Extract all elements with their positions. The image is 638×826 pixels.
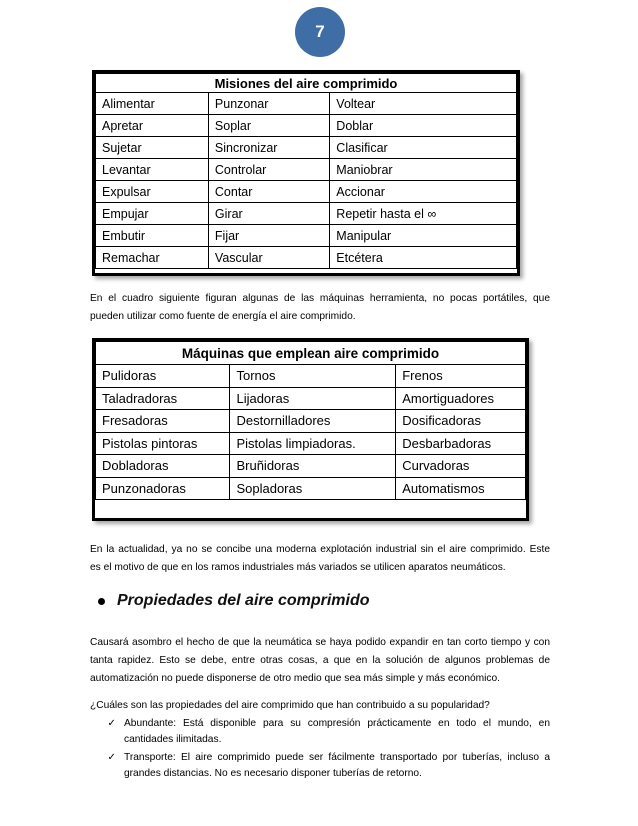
table-cell: Alimentar — [96, 93, 209, 115]
paragraph-amazement — [90, 634, 550, 670]
table-row — [96, 247, 517, 269]
table-row — [96, 455, 526, 478]
table-cell: Manipular — [330, 225, 517, 247]
table-cell: Pistolas limpiadoras. — [230, 432, 396, 455]
table-cell: Dobladoras — [96, 455, 230, 478]
section-heading — [98, 592, 370, 610]
table-cell: Contar — [208, 181, 329, 203]
table-cell: Controlar — [208, 159, 329, 181]
table-cell: Taladradoras — [96, 387, 230, 410]
table-cell: Punzonar — [208, 93, 329, 115]
paragraph-machines-intro-end — [90, 308, 550, 326]
table-cell: Soplar — [208, 115, 329, 137]
table-cell: Voltear — [330, 93, 517, 115]
paragraph-line: Causará asombro el hecho de que la neumática se haya podido expandir en tan corto tiempo y con — [90, 637, 550, 648]
bullet-icon — [98, 598, 105, 605]
page-number: 7 — [315, 22, 325, 41]
table-cell: Remachar — [96, 247, 209, 269]
table-cell: Girar — [208, 203, 329, 225]
table-row — [96, 477, 526, 500]
table-cell: Clasificar — [330, 137, 517, 159]
question-line: ¿Cuáles son las propiedades del aire comprimido que han contribuido a su popularidad? — [90, 700, 490, 711]
table-cell: Accionar — [330, 181, 517, 203]
table-cell: Sopladoras — [230, 477, 396, 500]
table-cell: Levantar — [96, 159, 209, 181]
paragraph-line: pueden utilizar como fuente de energía el aire comprimido. — [90, 311, 356, 322]
table-cell: Etcétera — [330, 247, 517, 269]
paragraph-line: En la actualidad, ya no se concibe una moderna explotación industrial sin el aire comprimido. Este — [90, 544, 550, 555]
question-text — [90, 697, 550, 715]
paragraph-machines-intro — [90, 290, 550, 308]
table-row — [96, 387, 526, 410]
list-item-line: grandes distancias. No es necesario disponer tuberías de retorno. — [124, 768, 422, 779]
table-cell: Desbarbadoras — [396, 432, 526, 455]
table-cell: Repetir hasta el ∞ — [330, 203, 517, 225]
table-cell: Automatismos — [396, 477, 526, 500]
table-cell: Fresadoras — [96, 410, 230, 433]
list-item — [90, 750, 550, 782]
list-item-line: cantidades ilimitadas. — [124, 734, 222, 745]
missions-table — [92, 70, 520, 276]
paragraph-industry — [90, 541, 550, 559]
table-row — [96, 203, 517, 225]
table-cell: Doblar — [330, 115, 517, 137]
table-row — [96, 432, 526, 455]
table-cell: Frenos — [396, 365, 526, 388]
table-cell: Vascular — [208, 247, 329, 269]
table-row — [96, 181, 517, 203]
checkmark-icon: ✓ — [107, 752, 116, 763]
checkmark-icon: ✓ — [107, 718, 116, 729]
table-row — [96, 137, 517, 159]
paragraph-amazement-end — [90, 670, 550, 688]
table-cell: Sincronizar — [208, 137, 329, 159]
table-cell: Punzonadoras — [96, 477, 230, 500]
table-cell: Pistolas pintoras — [96, 432, 230, 455]
table-row — [96, 93, 517, 115]
paragraph-line: es el motivo de que en los ramos industriales más variados se utilicen aparatos neumáticos. — [90, 562, 506, 573]
table-cell: Amortiguadores — [396, 387, 526, 410]
missions-table-title: Misiones del aire comprimido — [96, 74, 517, 93]
list-item — [90, 716, 550, 748]
table-cell: Fijar — [208, 225, 329, 247]
machines-table-grid — [95, 341, 526, 500]
table-cell: Sujetar — [96, 137, 209, 159]
list-item-line: Transporte: El aire comprimido puede ser fácilmente transportado por tuberías, incluso a — [124, 752, 550, 763]
paragraph-line: tanta rapidez. Esto se debe, entre otras cosas, a que en la solución de algunos problemas de — [90, 655, 550, 666]
table-cell: Empujar — [96, 203, 209, 225]
table-cell: Destornilladores — [230, 410, 396, 433]
table-cell: Pulidoras — [96, 365, 230, 388]
table-cell: Embutir — [96, 225, 209, 247]
machines-table — [92, 338, 529, 521]
table-row — [96, 115, 517, 137]
paragraph-line: automatización no puede disponerse de otro medio que sea más simple y más económico. — [90, 673, 500, 684]
paragraph-industry-end — [90, 559, 550, 577]
page-number-badge — [295, 7, 345, 57]
table-row — [96, 225, 517, 247]
table-cell: Lijadoras — [230, 387, 396, 410]
properties-list — [90, 716, 550, 784]
table-cell: Maniobrar — [330, 159, 517, 181]
table-row — [96, 159, 517, 181]
table-row — [96, 365, 526, 388]
section-heading-text: Propiedades del aire comprimido — [117, 592, 370, 609]
table-row — [96, 410, 526, 433]
table-cell: Bruñidoras — [230, 455, 396, 478]
machines-table-title: Máquinas que emplean aire comprimido — [96, 342, 526, 365]
missions-table-grid — [95, 73, 517, 269]
table-cell: Curvadoras — [396, 455, 526, 478]
paragraph-line: En el cuadro siguiente figuran algunas de las máquinas herramienta, no pocas portátiles, que — [90, 293, 550, 304]
table-cell: Apretar — [96, 115, 209, 137]
table-cell: Dosificadoras — [396, 410, 526, 433]
table-cell: Expulsar — [96, 181, 209, 203]
table-cell: Tornos — [230, 365, 396, 388]
list-item-line: Abundante: Está disponible para su compresión prácticamente en todo el mundo, en — [124, 718, 550, 729]
